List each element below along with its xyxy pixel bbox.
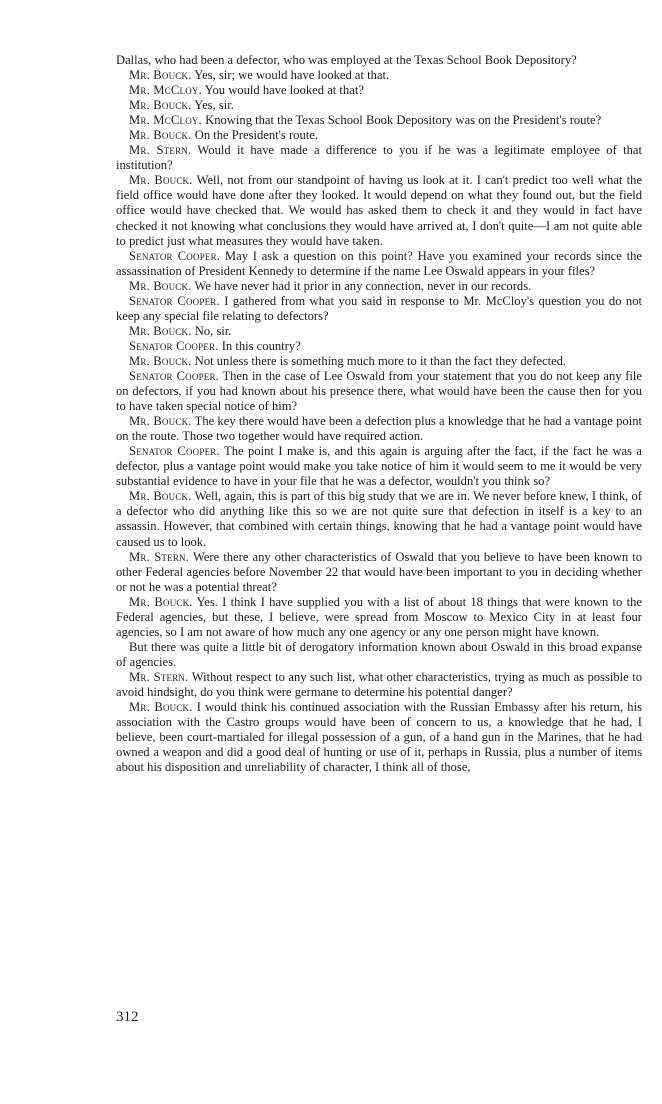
paragraph-text: Then in the case of Lee Oswald from your statement that you do not keep any file on defectors, if you had known about his presence there, what would have been the cause then for you to have taken special notice of him? <box>116 368 643 414</box>
paragraph <box>116 640 642 670</box>
paragraph <box>116 414 642 444</box>
paragraph <box>116 670 642 700</box>
paragraph-text: Yes, sir; we would have looked at that. <box>194 68 390 83</box>
speaker-name: Mr. Bouck. <box>129 700 193 715</box>
speaker-name: Mr. Stern. <box>129 143 192 158</box>
paragraph <box>116 249 642 279</box>
speaker-name: Mr. Stern. <box>129 669 189 684</box>
paragraph-text: I would think his continued association with the Russian Embassy after his return, his association with the Castro groups would have been of concern to us, a knowledge that he had, I believe, been court-martialed for illegal possession of a gun, of a hand gun in the Marines, that he had owned a weapon and did a good deal of hunting or use of it, perhaps in Russia, plus a number of items about his disposition and unreliability of character, I think all of those, <box>116 700 642 775</box>
paragraph-text: Well, again, this is part of this big study that we are in. We never before knew, I think, of a defector who did anything like this so we are not quite sure that defection in itself is a key to an assassin. However, that combined with certain things, knowing that he had a vantage point would have caused us to look. <box>116 489 642 549</box>
paragraph-text: On the President's route. <box>194 128 319 143</box>
page-number: 312 <box>116 1009 139 1025</box>
speaker-name: Mr. Stern. <box>129 549 190 564</box>
paragraph <box>116 354 642 369</box>
speaker-name: Mr. Bouck. <box>129 98 192 113</box>
paragraph-text: Well, not from our standpoint of having us look at it. I can't predict too well what the field office would have done after they looked. It would depend on what they found out, but the field office would have checked that. We would has asked them to check it and they would in fact have checked it not knowing what conclusions they would have arrived at, I don't quite—I am not quite able to predict just what measures they would have taken. <box>116 173 642 248</box>
paragraph <box>116 98 642 113</box>
paragraph <box>116 444 642 489</box>
speaker-name: Mr. McCloy. <box>129 83 202 98</box>
paragraph <box>116 294 642 324</box>
speaker-name: Senator Cooper. <box>129 338 219 353</box>
paragraph <box>116 53 642 68</box>
speaker-name: Senator Cooper. <box>129 368 220 383</box>
paragraph <box>116 489 642 549</box>
speaker-name: Senator Cooper. <box>129 444 220 459</box>
paragraph-text: Without respect to any such list, what other characteristics, trying as much as possible to avoid hindsight, do you think were germane to determine his potential danger? <box>116 669 643 699</box>
paragraph-text: Not unless there is something much more to it than the fact they defected. <box>194 353 567 368</box>
paragraph <box>116 113 642 128</box>
paragraph-text: You would have looked at that? <box>204 83 364 98</box>
paragraph <box>116 68 642 83</box>
paragraph-text: Knowing that the Texas School Book Depository was on the President's route? <box>205 113 602 128</box>
speaker-name: Senator Cooper. <box>129 248 221 263</box>
paragraph-text: Would it have made a difference to you if he was a legitimate employee of that institution? <box>116 143 643 173</box>
paragraph <box>116 369 642 414</box>
paragraph-text: Yes. I think I have supplied you with a list of about 18 things that were known to the Federal agencies, but these, I believe, were spread from Moscow to Mexico City in at least four agencies, so I am not aware of how much any one agency or any one person might have known. <box>116 594 642 639</box>
paragraph <box>116 595 642 640</box>
paragraph <box>116 324 642 339</box>
paragraph <box>116 550 642 595</box>
speaker-name: Mr. Bouck. <box>129 594 193 609</box>
paragraph-text: But there was quite a little bit of derogatory information known about Oswald in this broad expanse of agencies. <box>116 639 642 669</box>
speaker-name: Mr. Bouck. <box>129 489 192 504</box>
transcript-page <box>116 53 642 775</box>
paragraph <box>116 83 642 98</box>
speaker-name: Mr. Bouck. <box>129 68 192 83</box>
paragraph-text: The key there would have been a defection plus a knowledge that he had a vantage point on the route. Those two together would have required action. <box>116 414 642 444</box>
paragraph-text: Yes, sir. <box>194 98 234 113</box>
speaker-name: Mr. McCloy. <box>129 113 202 128</box>
paragraph <box>116 128 642 143</box>
paragraph-text: Were there any other characteristics of Oswald that you believe to have been known to other Federal agencies before November 22 that would have been important to you in deciding whether or not he was a potential threat? <box>116 549 642 594</box>
speaker-name: Mr. Bouck. <box>129 278 192 293</box>
paragraph-text: In this country? <box>221 338 301 353</box>
paragraph <box>116 143 642 173</box>
paragraph-text: The point I make is, and this again is arguing after the fact, if the fact he was a defector, plus a vantage point would make you take notice of him it would seem to me it would be very substantial evidence to have in your file that he was a defector, wouldn't you think so? <box>116 444 642 489</box>
speaker-name: Mr. Bouck. <box>129 353 192 368</box>
paragraph-text: No, sir. <box>194 323 232 338</box>
speaker-name: Mr. Bouck. <box>129 414 192 429</box>
paragraph <box>116 339 642 354</box>
paragraph-text: We have never had it prior in any connection, never in our records. <box>194 278 532 293</box>
paragraph-text: I gathered from what you said in response to Mr. McCloy's question you do not keep any special file relating to defectors? <box>116 293 643 323</box>
speaker-name: Senator Cooper. <box>129 293 220 308</box>
speaker-name: Mr. Bouck. <box>129 323 192 338</box>
paragraph <box>116 173 642 248</box>
speaker-name: Mr. Bouck. <box>129 128 192 143</box>
paragraph-text: May I ask a question on this point? Have you examined your records since the assassination of President Kennedy to determine if the name Lee Oswald appears in your files? <box>116 248 642 278</box>
paragraph-text: Dallas, who had been a defector, who was employed at the Texas School Book Depository? <box>116 53 577 67</box>
paragraph <box>116 279 642 294</box>
speaker-name: Mr. Bouck. <box>129 173 193 188</box>
paragraph <box>116 700 642 775</box>
